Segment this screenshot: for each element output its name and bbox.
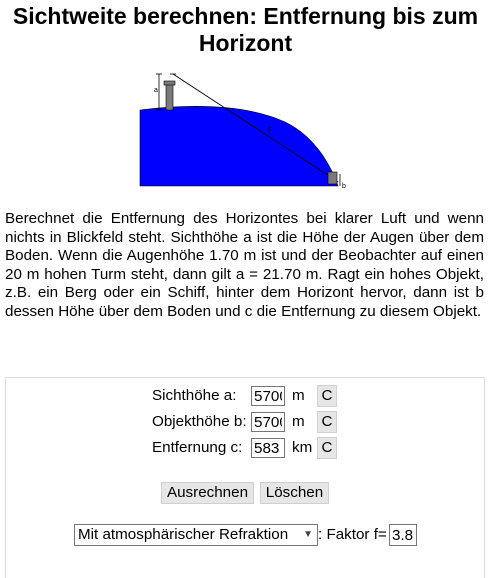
object-shape (328, 172, 337, 184)
objekthoehe-unit: m (292, 413, 305, 430)
objekthoehe-input[interactable] (251, 412, 285, 432)
sighthoehe-clear-button[interactable]: C (317, 385, 337, 407)
sighthoehe-input[interactable] (251, 386, 285, 406)
entfernung-clear-button[interactable]: C (317, 437, 337, 459)
sighthoehe-label: Sichthöhe a: (152, 387, 237, 404)
sighthoehe-unit: m (292, 387, 305, 404)
label-c: c (268, 126, 272, 133)
refraction-select[interactable] (74, 524, 318, 546)
tower-shape (166, 84, 173, 110)
row-sighthoehe (6, 386, 484, 406)
factor-label: : Faktor f= (318, 526, 387, 543)
entfernung-label: Entfernung c: (152, 439, 243, 456)
label-a: a (154, 87, 158, 94)
reset-button[interactable]: Löschen (260, 482, 329, 504)
row-entfernung (6, 438, 484, 458)
objekthoehe-clear-button[interactable]: C (317, 411, 337, 433)
calculator-panel (5, 377, 485, 578)
calculate-button[interactable]: Ausrechnen (161, 482, 254, 504)
entfernung-input[interactable] (251, 438, 285, 458)
label-b: b (342, 183, 346, 190)
entfernung-unit: km (292, 439, 313, 456)
objekthoehe-label: Objekthöhe b: (152, 413, 247, 430)
page-title: Sichtweite berechnen: Entfernung bis zum Horizont (12, 3, 479, 56)
refraction-select-value: Mit atmosphärischer Refraktion (78, 526, 289, 543)
row-objekthoehe (6, 412, 484, 432)
factor-input[interactable] (389, 524, 417, 546)
earth-shape (140, 106, 338, 186)
chevron-down-icon: ▼ (303, 529, 313, 540)
horizon-diagram (135, 70, 355, 190)
description-text: Berechnet die Entfernung des Horizontes bei klarer Luft und wenn nichts in Blickfeld steht. Sichthöhe a ist die Höhe der Augen über dem Boden. Wenn die Augenhöhe 1.70 m ist und der Beobachter auf einen 20 m hohen Turm steht, dann gilt a = 21.70 m. Ragt ein hohes Objekt, z.B. ein Berg oder ein Schiff, hinter dem Horizont hervor, dann ist b dessen Höhe über dem Boden und c die Entfernung zu diesem Objekt. (5, 210, 484, 320)
